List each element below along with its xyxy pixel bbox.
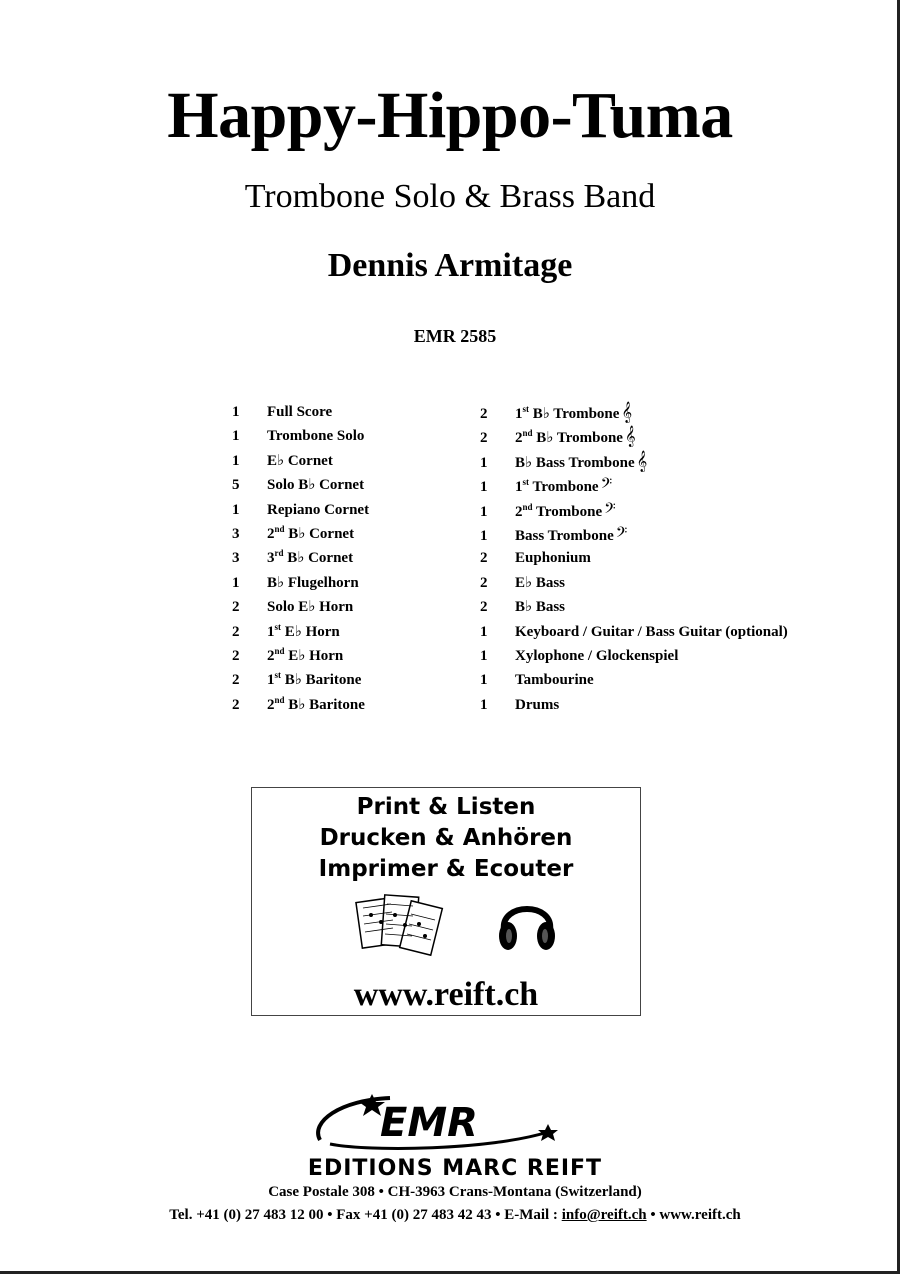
- part-label: Full Score: [267, 404, 333, 420]
- part-name: [515, 498, 616, 524]
- part-quantity: 2: [480, 550, 488, 567]
- part-row: [232, 644, 369, 668]
- part-quantity: 2: [480, 599, 488, 616]
- part-row: [232, 693, 369, 717]
- part-label: B♭ Baritone: [284, 696, 365, 713]
- part-name: [515, 571, 565, 595]
- part-name: [267, 693, 365, 717]
- part-quantity: 1: [232, 574, 240, 591]
- promo-line-english: Print & Listen: [356, 794, 536, 820]
- parts-list-left: [232, 400, 369, 717]
- part-quantity: 1: [480, 527, 488, 544]
- part-ordinal: 1: [515, 406, 523, 422]
- part-quantity: 1: [480, 696, 488, 713]
- part-label: B♭ Trombone: [532, 430, 623, 447]
- part-label: Bass Trombone: [515, 527, 614, 544]
- part-row: [232, 620, 369, 644]
- part-ordinal-suffix: rd: [274, 548, 284, 559]
- part-name: [515, 449, 647, 475]
- part-quantity: 2: [232, 599, 240, 616]
- part-row: [480, 424, 788, 448]
- part-ordinal-suffix: st: [274, 670, 281, 681]
- treble-clef-icon: 𝄞: [636, 450, 648, 471]
- part-label: B♭ Trombone: [529, 406, 620, 422]
- part-row: [232, 498, 369, 522]
- part-row: [480, 522, 788, 546]
- part-quantity: 2: [232, 696, 240, 713]
- subtitle: Trombone Solo & Brass Band: [244, 178, 656, 215]
- part-name: [267, 473, 364, 497]
- page-title: Happy-Hippo-Tuma: [167, 79, 733, 152]
- part-row: [480, 644, 788, 668]
- part-row: [480, 571, 788, 595]
- part-quantity: 1: [480, 454, 488, 471]
- part-row: [232, 522, 369, 546]
- part-row: [232, 668, 369, 692]
- part-row: [480, 473, 788, 497]
- part-label: B♭ Cornet: [284, 525, 355, 542]
- part-ordinal: 2: [515, 430, 523, 447]
- part-label: E♭ Horn: [281, 623, 340, 640]
- part-ordinal: 1: [515, 479, 523, 496]
- part-row: [232, 400, 369, 424]
- part-label: Euphonium: [515, 550, 591, 567]
- part-quantity: 1: [480, 647, 488, 664]
- part-label: Trombone: [529, 479, 599, 496]
- part-ordinal-suffix: nd: [274, 523, 285, 534]
- part-row: [480, 546, 788, 570]
- part-ordinal-suffix: nd: [274, 645, 285, 656]
- part-row: [480, 498, 788, 522]
- part-label: Solo E♭ Horn: [267, 599, 354, 616]
- part-label: Keyboard / Guitar / Bass Guitar (optional): [515, 623, 788, 640]
- publisher-contact: [0, 1207, 900, 1224]
- part-quantity: 2: [480, 406, 488, 422]
- part-quantity: 1: [232, 404, 240, 420]
- part-label: B♭ Bass Trombone: [515, 454, 635, 471]
- treble-clef-icon: 𝄞: [624, 426, 636, 447]
- part-name: [515, 620, 788, 644]
- headphones-icon: [496, 890, 558, 956]
- part-quantity: 2: [480, 574, 488, 591]
- part-label: Trombone Solo: [267, 428, 365, 445]
- part-name: [267, 668, 361, 692]
- part-quantity: 3: [232, 525, 240, 542]
- part-name: [267, 644, 343, 668]
- promo-line-french: Imprimer & Ecouter: [318, 856, 574, 882]
- part-ordinal-suffix: nd: [522, 428, 533, 439]
- part-quantity: 2: [480, 430, 488, 447]
- part-ordinal-suffix: st: [274, 621, 281, 632]
- composer-name: Dennis Armitage: [327, 247, 573, 284]
- promo-line-german: Drucken & Anhören: [319, 825, 573, 851]
- part-row: [480, 400, 788, 424]
- part-row: [232, 546, 369, 570]
- part-row: [232, 424, 369, 448]
- part-name: [267, 546, 353, 570]
- part-ordinal: 1: [267, 623, 275, 640]
- part-ordinal: 2: [267, 525, 275, 542]
- part-quantity: 1: [480, 623, 488, 640]
- part-quantity: 2: [232, 647, 240, 664]
- part-quantity: 1: [480, 479, 488, 496]
- part-quantity: 2: [232, 672, 240, 689]
- bass-clef-icon: 𝄢: [604, 499, 616, 520]
- catalog-number: EMR 2585: [413, 326, 497, 346]
- part-name: [267, 571, 359, 595]
- promo-website: www.reift.ch: [353, 976, 539, 1013]
- part-name: [515, 400, 632, 426]
- print-listen-box: [251, 787, 641, 1016]
- part-row: [480, 620, 788, 644]
- part-row: [480, 668, 788, 692]
- publisher-name: EDITIONS MARC REIFT: [307, 1156, 603, 1181]
- part-ordinal-suffix: nd: [522, 501, 533, 512]
- part-name: [267, 400, 332, 424]
- bass-clef-icon: 𝄢: [600, 475, 613, 496]
- part-row: [232, 571, 369, 595]
- part-name: [515, 668, 594, 692]
- part-label: B♭ Baritone: [281, 672, 362, 689]
- contact-website: • www.reift.ch: [646, 1207, 741, 1223]
- part-label: E♭ Bass: [515, 574, 566, 591]
- part-name: [267, 620, 340, 644]
- part-ordinal-suffix: st: [522, 477, 529, 488]
- parts-list-right: [480, 400, 788, 717]
- bass-clef-icon: 𝄢: [615, 523, 628, 544]
- part-ordinal: 3: [267, 550, 275, 567]
- part-row: [480, 595, 788, 619]
- logo-text: EMR: [380, 1100, 478, 1146]
- part-label: E♭ Cornet: [267, 452, 333, 469]
- part-label: B♭ Cornet: [283, 550, 354, 567]
- emr-logo: [310, 1092, 560, 1152]
- email-link[interactable]: info@reift.ch: [561, 1207, 647, 1223]
- part-label: B♭ Bass: [515, 599, 566, 616]
- publisher-address: Case Postale 308 • CH-3963 Crans-Montana (Switzerland): [268, 1184, 642, 1200]
- part-row: [480, 449, 788, 473]
- treble-clef-icon: 𝄞: [621, 402, 633, 422]
- part-ordinal: 2: [515, 503, 523, 520]
- part-ordinal-suffix: st: [522, 404, 529, 414]
- part-name: [515, 546, 591, 570]
- part-name: [515, 595, 565, 619]
- part-name: [515, 522, 627, 548]
- part-name: [267, 595, 353, 619]
- part-quantity: 1: [232, 452, 240, 469]
- part-quantity: 1: [480, 503, 488, 520]
- part-name: [515, 473, 612, 499]
- part-name: [267, 522, 354, 546]
- part-label: Drums: [515, 696, 560, 713]
- part-ordinal: 2: [267, 696, 275, 713]
- part-ordinal: 1: [267, 672, 275, 689]
- part-label: B♭ Flugelhorn: [267, 574, 359, 591]
- part-name: [515, 693, 559, 717]
- part-quantity: 3: [232, 550, 240, 567]
- part-name: [267, 424, 364, 448]
- sheet-music-icon: [355, 892, 445, 962]
- part-name: [515, 644, 678, 668]
- part-quantity: 2: [232, 623, 240, 640]
- part-row: [232, 595, 369, 619]
- part-name: [515, 424, 636, 450]
- part-ordinal: 2: [267, 647, 275, 664]
- part-name: [267, 449, 333, 473]
- part-name: [267, 498, 369, 522]
- part-label: Trombone: [532, 503, 603, 520]
- part-label: E♭ Horn: [284, 647, 344, 664]
- contact-phone-fax: Tel. +41 (0) 27 483 12 00 • Fax +41 (0) 27 483 42 43 • E-Mail :: [169, 1207, 562, 1223]
- part-label: Solo B♭ Cornet: [267, 477, 365, 494]
- part-label: Repiano Cornet: [267, 501, 370, 518]
- part-row: [232, 473, 369, 497]
- part-ordinal-suffix: nd: [274, 694, 285, 705]
- part-quantity: 5: [232, 477, 240, 494]
- part-label: Tambourine: [515, 672, 594, 689]
- part-quantity: 1: [480, 672, 488, 689]
- part-quantity: 1: [232, 501, 240, 518]
- part-row: [232, 449, 369, 473]
- part-row: [480, 693, 788, 717]
- part-label: Xylophone / Glockenspiel: [515, 647, 679, 664]
- part-quantity: 1: [232, 428, 240, 445]
